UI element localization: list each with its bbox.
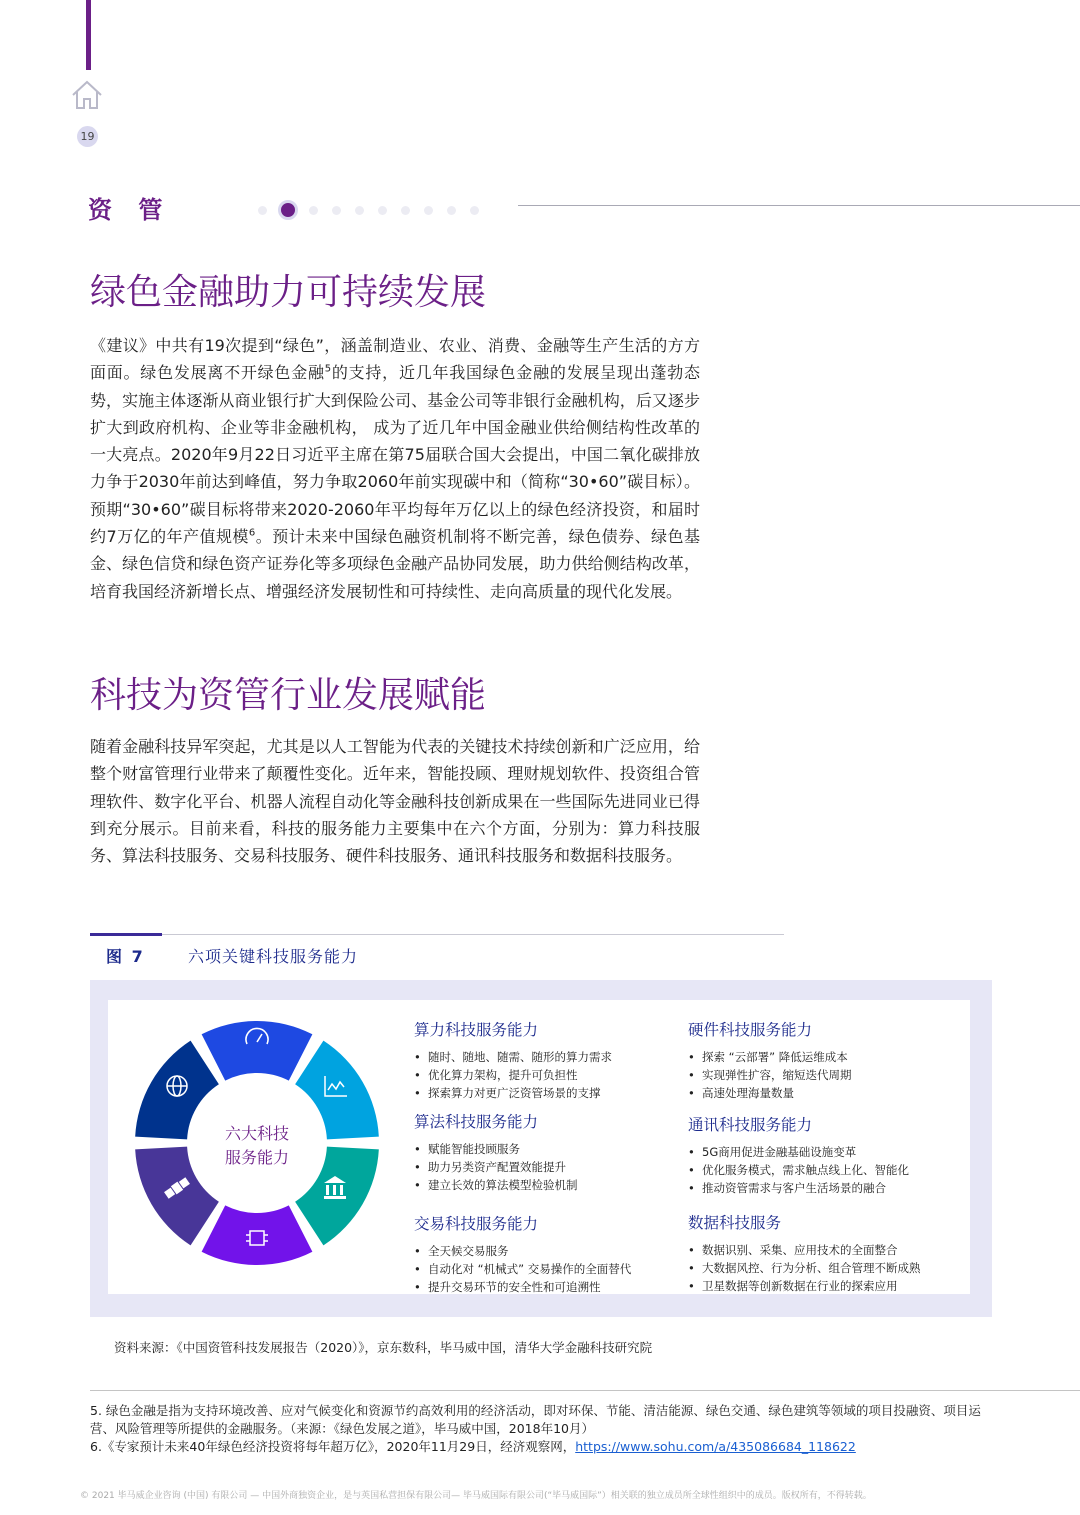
footnote-ref-6[interactable]: 6 — [248, 527, 256, 539]
services-wheel-diagram — [132, 1018, 382, 1268]
service-item: • 提升交易环节的安全性和可追溯性 — [414, 1278, 631, 1296]
service-item: • 赋能智能投顾服务 — [414, 1140, 578, 1158]
wheel-center — [192, 1078, 322, 1208]
service-title: 交易科技服务能力 — [414, 1215, 539, 1233]
service-title: 数据科技服务 — [688, 1214, 782, 1232]
para1-part1: 《建议》中共有19次提到“绿色”，涵盖制造业、农业、消费、金融等生产生活的方方面面。绿色发展离不开绿色金融 — [90, 336, 700, 383]
page-accent-bar — [86, 0, 91, 70]
progress-dot[interactable] — [447, 206, 456, 215]
figure-source: 资料来源：《中国资管科技发展报告（2020）》，京东数科，毕马威中国，清华大学金融科技研究院 — [114, 1340, 653, 1355]
paragraph-tech-empowerment: 随着金融科技异军突起，尤其是以人工智能为代表的关键技术持续创新和广泛应用，给整个财富管理行业带来了颠覆性变化。近年来，智能投顾、理财规划软件、投资组合管理软件、数字化平台、机器人流程自动化等金融科技创新成果在一些国际先进同业已得到充分展示。目前来看，科技的服务能力主要集中在六个方面，分别为：算力科技服务、算法科技服务、交易科技服务、硬件科技服务、通讯科技服务和数据科技服务。 — [90, 737, 700, 866]
service-item: • 助力另类资产配置效能提升 — [414, 1158, 578, 1176]
service-item: • 实现弹性扩容，缩短迭代周期 — [688, 1066, 852, 1084]
service-item: • 优化服务模式，需求触点线上化、智能化 — [688, 1161, 909, 1179]
header-divider — [518, 205, 1080, 206]
figure-accent-line — [90, 933, 162, 936]
service-item: • 探索算力对更广泛资管场景的支撑 — [414, 1084, 612, 1102]
service-item: • 随时、随地、随需、随形的算力需求 — [414, 1048, 612, 1066]
footnote-ref-5[interactable]: 5 — [324, 363, 332, 375]
page-number: 19 — [77, 126, 98, 147]
progress-dot[interactable] — [424, 206, 433, 215]
progress-dot[interactable] — [378, 206, 387, 215]
wheel-segment-chip — [202, 1205, 313, 1265]
service-item: • 大数据风控、行为分析、组合管理不断成熟 — [688, 1259, 921, 1277]
service-item: • 5G商用促进金融基础设施变革 — [688, 1143, 909, 1161]
footnote-5: 5. 绿色金融是指为支持环境改善、应对气候变化和资源节约高效利用的经济活动，即对环保、节能、清洁能源、绿色交通、绿色建筑等领域的项目投融资、项目运营、风险管理等所提供的金融服务。（来源：《绿色发展之道》，毕马威中国，2018年10月） — [90, 1403, 981, 1436]
service-title: 算法科技服务能力 — [414, 1113, 539, 1131]
footnote-6-text: 6.《专家预计未来40年绿色经济投资将每年超万亿》，2020年11月29日，经济观察网， — [90, 1439, 576, 1454]
service-trading — [414, 1212, 631, 1296]
service-communication — [688, 1113, 909, 1197]
service-data — [688, 1211, 921, 1295]
service-algorithm — [414, 1110, 578, 1194]
service-item: • 卫星数据等创新数据在行业的探索应用 — [688, 1277, 921, 1295]
progress-dot[interactable] — [309, 206, 318, 215]
wheel-center-line2: 服务能力 — [224, 1148, 290, 1167]
heading-green-finance: 绿色金融助力可持续发展 — [90, 272, 487, 313]
footnote-6 — [90, 1438, 990, 1456]
para1-part3: 。预计未来中国绿色融资机制将不断完善，绿色债券、绿色基金、绿色信贷和绿色资产证券化等多项绿色金融产品协同发展，助力供给侧结构改革，培育我国经济新增长点、增强经济发展韧性和可持续性、走向高质量的现代化发展。 — [90, 527, 700, 601]
progress-dot[interactable] — [470, 206, 479, 215]
figure-label: 图 7 — [106, 947, 145, 966]
footnote-divider — [90, 1390, 1080, 1391]
para1-part2: 的支持，近几年我国绿色金融的发展呈现出蓬勃态势，实施主体逐渐从商业银行扩大到保险公司、基金公司等非银行金融机构，后又逐步扩大到政府机构、企业等非金融机构， 成为了近几年中国金融业供给侧结构性改革的一大亮点。2020年9月22日习近平主席在第75届联合国大会提出，中国二氧化碳排放力争于2030年前达到峰值，努力争取2060年前实现碳中和（简称“30•60”碳目标）。预期“30•60”碳目标将带来2020-2060年平均每年万亿以上的绿色经济投资，和届时约7万亿的年产值规模 — [90, 363, 700, 547]
service-item: • 数据识别、采集、应用技术的全面整合 — [688, 1241, 921, 1259]
wheel-center-line1: 六大科技 — [224, 1124, 290, 1143]
service-compute — [414, 1018, 612, 1102]
progress-dot[interactable] — [355, 206, 364, 215]
service-item: • 自动化对 “机械式” 交易操作的全面替代 — [414, 1260, 631, 1278]
service-item: • 探索 “云部署” 降低运维成本 — [688, 1048, 852, 1066]
heading-tech-empowerment: 科技为资管行业发展赋能 — [90, 675, 487, 716]
service-hardware — [688, 1018, 852, 1102]
service-item: • 推动资管需求与客户生活场景的融合 — [688, 1179, 909, 1197]
progress-dot[interactable] — [258, 206, 267, 215]
progress-dot-active[interactable] — [278, 200, 298, 220]
wheel-segment-speedometer — [202, 1021, 313, 1081]
service-item: • 建立长效的算法模型检验机制 — [414, 1176, 578, 1194]
paragraph-green-finance — [90, 332, 700, 605]
section-progress-dots — [258, 200, 493, 220]
copyright-footer: © 2021 毕马威企业咨询 (中国) 有限公司 — 中国外商独资企业，是与英国私营担保有限公司— 毕马威国际有限公司(“毕马威国际”）相关联的独立成员所全球性组织中的成员。版权所有，不得转载。 — [80, 1491, 872, 1501]
section-title: 资 管 — [88, 196, 172, 224]
service-title: 通讯科技服务能力 — [688, 1116, 813, 1134]
service-title: 硬件科技服务能力 — [688, 1021, 813, 1039]
service-item: • 优化算力架构，提升可负担性 — [414, 1066, 612, 1084]
home-icon[interactable] — [70, 78, 104, 112]
service-item: • 高速处理海量数量 — [688, 1084, 852, 1102]
footnote-6-link[interactable]: https://www.sohu.com/a/435086684_118622 — [575, 1439, 856, 1454]
progress-dot[interactable] — [401, 206, 410, 215]
progress-dot[interactable] — [332, 206, 341, 215]
figure-divider — [162, 934, 784, 935]
service-title: 算力科技服务能力 — [414, 1021, 539, 1039]
service-item: • 全天候交易服务 — [414, 1242, 631, 1260]
figure-title: 六项关键科技服务能力 — [188, 947, 359, 966]
